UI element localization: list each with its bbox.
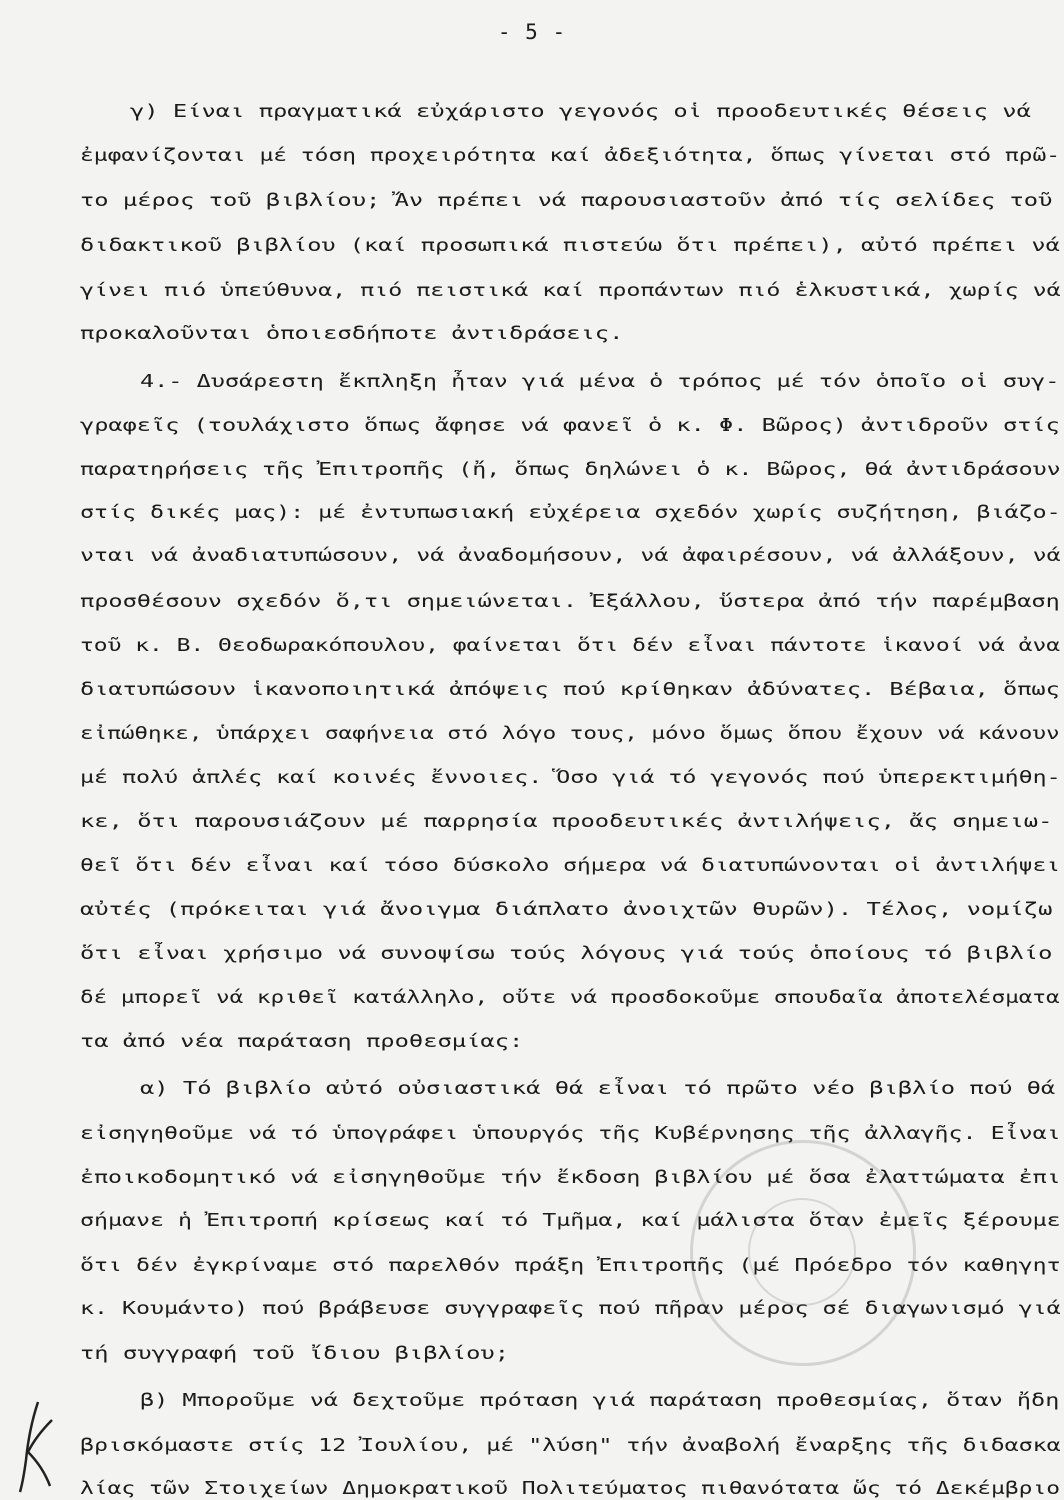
text-line: κ. Κουμάντο) πού βράβευσε συγγραφεῖς πού πῆραν μέρος σέ διαγωνισμό γιά (80, 1299, 1061, 1319)
text-line: κε, ὅτι παρουσιάζουν μέ παρρησία προοδευτικές ἀντιλήψεις, ἄς σημειω- (80, 812, 1053, 832)
text-line: εἰπώθηκε, ὑπάρχει σαφήνεια στό λόγο τους, μόνο ὅμως ὅπου ἔχουν νά κάνουν (80, 724, 1060, 744)
stamp-seal (690, 1140, 916, 1366)
text-line: α) Τό βιβλίο αὐτό οὐσιαστικά θά εἶναι τό πρῶτο νέο βιβλίο πού θά (140, 1079, 1056, 1099)
text-line: ἐποικοδομητικό νά εἰσηγηθοῦμε τήν ἔκδοση βιβλίου μέ ὅσα ἐλαττώματα ἐπι (80, 1168, 1061, 1188)
text-line: σήμανε ἡ Ἐπιτροπή κρίσεως καί τό Τμῆμα, καί μάλιστα ὅταν ἐμεῖς ξέρουμε (80, 1211, 1061, 1231)
text-line: αὐτές (πρόκειται γιά ἄνοιγμα διάπλατο ἀνοιχτῶν θυρῶν). Τέλος, νομίζω (80, 900, 1053, 920)
text-line: εἰσηγηθοῦμε νά τό ὑπογράφει ὑπουργός τῆς Κυβέρνησης τῆς ἀλλαγῆς. Εἶναι (80, 1124, 1061, 1144)
text-line: διδακτικοῦ βιβλίου (καί προσωπικά πιστεύω ὅτι πρέπει), αὐτό πρέπει νά (80, 236, 1060, 256)
text-line: τοῦ κ. Β. Θεοδωρακόπουλου, φαίνεται ὅτι δέν εἶναι πάντοτε ἱκανοί νά ἀνα (80, 636, 1061, 656)
text-line: γίνει πιό ὑπεύθυνα, πιό πειστικά καί προπάντων πιό ἑλκυστικά, χωρίς νά (80, 281, 1061, 301)
text-line: προκαλοῦνται ὁποιεσδήποτε ἀντιδράσεις. (80, 324, 624, 344)
text-line: γ) Είναι πραγματικά εὐχάριστο γεγονός οἱ προοδευτικές θέσεις νά (130, 102, 1031, 122)
text-line: ἐμφανίζονται μέ τόση προχειρότητα καί ἀδεξιότητα, ὅπως γίνεται στό πρῶ- (80, 146, 1061, 166)
text-line: 4.- Δυσάρεστη ἔκπληξη ἦταν γιά μένα ὁ τρόπος μέ τόν ὁποῖο οἱ συγ- (140, 372, 1060, 392)
text-line: γραφεῖς (τουλάχιστο ὅπως ἄφησε νά φανεῖ ὁ κ. Φ. Βῶρος) ἀντιδροῦν στίς (80, 416, 1060, 436)
text-line: βρισκόμαστε στίς 12 Ἰουλίου, μέ "λύση" τήν ἀναβολή ἔναρξης τῆς διδασκα (80, 1436, 1061, 1456)
page-number: - 5 - (497, 20, 567, 44)
text-line: τα ἀπό νέα παράταση προθεσμίας: (80, 1032, 524, 1052)
text-line: νται νά ἀναδιατυπώσουν, νά ἀναδομήσουν, νά ἀφαιρέσουν, νά ἀλλάξουν, νά (80, 546, 1061, 566)
text-line: το μέρος τοῦ βιβλίου; Ἄν πρέπει νά παρουσιαστοῦν ἀπό τίς σελίδες τοῦ (80, 191, 1053, 211)
text-line: β) Μποροῦμε νά δεχτοῦμε πρόταση γιά παράταση προθεσμίας, ὅταν ἤδη (140, 1391, 1060, 1411)
text-line: μέ πολύ ἁπλές καί κοινές ἔννοιες. Ὅσο γιά τό γεγονός πού ὑπερεκτιμήθη- (80, 768, 1061, 788)
text-line: παρατηρήσεις τῆς Ἐπιτροπῆς (ἤ, ὅπως δηλώνει ὁ κ. Βῶρος, θά ἀντιδράσουν (80, 460, 1061, 480)
text-line: τή συγγραφή τοῦ ἴδιου βιβλίου; (80, 1344, 510, 1364)
text-line: θεῖ ὅτι δέν εἶναι καί τόσο δύσκολο σήμερα νά διατυπώνονται οἱ ἀντιλήψει (80, 856, 1061, 876)
text-line: ὅτι δέν ἐγκρίναμε στό παρελθόν πράξη Ἐπιτροπῆς (μέ Πρόεδρο τόν καθηγητ (80, 1256, 1061, 1276)
text-line: ὅτι εἶναι χρήσιμο νά συνοψίσω τούς λόγους γιά τούς ὁποίους τό βιβλίο (80, 944, 1053, 964)
text-line: στίς δικές μας): μέ ἐντυπωσιακή εὐχέρεια σχεδόν χωρίς συζήτηση, βιάζο- (80, 503, 1061, 523)
text-line: δέ μπορεῖ νά κριθεῖ κατάλληλο, οὔτε νά προσδοκοῦμε σπουδαῖα ἀποτελέσματα (80, 988, 1060, 1008)
text-line: διατυπώσουν ἱκανοποιητικά ἀπόψεις πού κρίθηκαν ἀδύνατες. Βέβαια, ὅπως (80, 680, 1060, 700)
signature-mark (8, 1400, 58, 1495)
text-line: προσθέσουν σχεδόν ὅ,τι σημειώνεται. Ἐξάλλου, ὕστερα ἀπό τήν παρέμβαση (80, 592, 1060, 612)
text-line: λίας τῶν Στοιχείων Δημοκρατικοῦ Πολιτεύματος πιθανότατα ὥς τό Δεκέμβριο (80, 1479, 1061, 1499)
